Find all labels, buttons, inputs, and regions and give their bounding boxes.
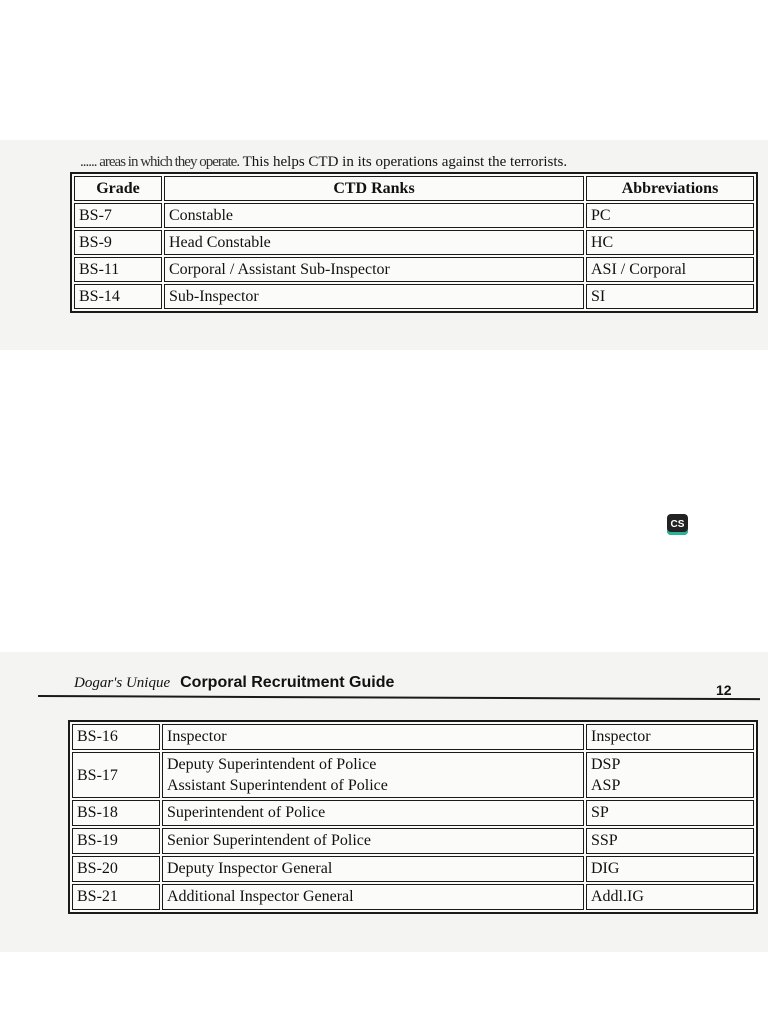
- grade-cell: BS-14: [74, 284, 162, 309]
- rank-cell: Deputy Inspector General: [162, 856, 584, 882]
- header-grade: Grade: [74, 176, 162, 201]
- abbr-line: ASP: [591, 777, 621, 794]
- rank-cell: [162, 752, 584, 798]
- rank-cell: Head Constable: [164, 230, 584, 255]
- guide-title: Corporal Recruitment Guide: [180, 674, 395, 691]
- grade-cell: BS-16: [72, 724, 160, 750]
- header-abbreviations: Abbreviations: [586, 176, 754, 201]
- rank-cell: Inspector: [162, 724, 584, 750]
- cut-off-prefix: ...... areas in which they operate.: [80, 154, 240, 170]
- cut-off-sentence: [80, 154, 567, 171]
- rank-cell: Superintendent of Police: [162, 800, 584, 826]
- table-row: [72, 752, 754, 798]
- abbr-cell: Inspector: [586, 724, 754, 750]
- table-row: [74, 284, 754, 309]
- table-row: [72, 828, 754, 854]
- cut-off-text: This helps CTD in its operations against the terrorists.: [242, 154, 568, 170]
- grade-cell: BS-7: [74, 203, 162, 228]
- abbr-cell: SI: [586, 284, 754, 309]
- rank-cell: Senior Superintendent of Police: [162, 828, 584, 854]
- abbr-cell: PC: [586, 203, 754, 228]
- rank-line: Deputy Superintendent of Police: [167, 756, 377, 773]
- grade-cell: BS-19: [72, 828, 160, 854]
- page-header: [74, 674, 394, 692]
- abbr-cell: SP: [586, 800, 754, 826]
- rank-cell: Constable: [164, 203, 584, 228]
- camscanner-badge-icon: CS: [667, 514, 688, 535]
- grade-cell: BS-18: [72, 800, 160, 826]
- page-number: 12: [716, 682, 732, 698]
- rank-cell: Additional Inspector General: [162, 884, 584, 910]
- scan-page-bottom: [0, 652, 768, 952]
- table-row: [72, 884, 754, 910]
- table-row: [74, 257, 754, 282]
- rank-cell: Corporal / Assistant Sub-Inspector: [164, 257, 584, 282]
- grade-cell: BS-20: [72, 856, 160, 882]
- abbr-cell: DIG: [586, 856, 754, 882]
- table-row: [72, 856, 754, 882]
- abbr-cell: HC: [586, 230, 754, 255]
- rank-cell: Sub-Inspector: [164, 284, 584, 309]
- abbr-cell: ASI / Corporal: [586, 257, 754, 282]
- table-row: [74, 230, 754, 255]
- ctd-ranks-table: [70, 172, 758, 313]
- rank-line: Assistant Superintendent of Police: [167, 777, 388, 794]
- table-row: [74, 203, 754, 228]
- table-row: [72, 800, 754, 826]
- grade-cell: BS-9: [74, 230, 162, 255]
- abbr-cell: SSP: [586, 828, 754, 854]
- header-ctd-ranks: CTD Ranks: [164, 176, 584, 201]
- table-header-row: [74, 176, 754, 201]
- abbr-cell: Addl.IG: [586, 884, 754, 910]
- police-ranks-table: [68, 720, 758, 914]
- abbr-cell: [586, 752, 754, 798]
- table-row: [72, 724, 754, 750]
- grade-cell: BS-17: [72, 752, 160, 798]
- brand-name: Dogar's Unique: [74, 675, 171, 691]
- scan-page-top: [0, 140, 768, 350]
- grade-cell: BS-11: [74, 257, 162, 282]
- abbr-line: DSP: [591, 756, 621, 773]
- header-divider: [38, 695, 760, 700]
- grade-cell: BS-21: [72, 884, 160, 910]
